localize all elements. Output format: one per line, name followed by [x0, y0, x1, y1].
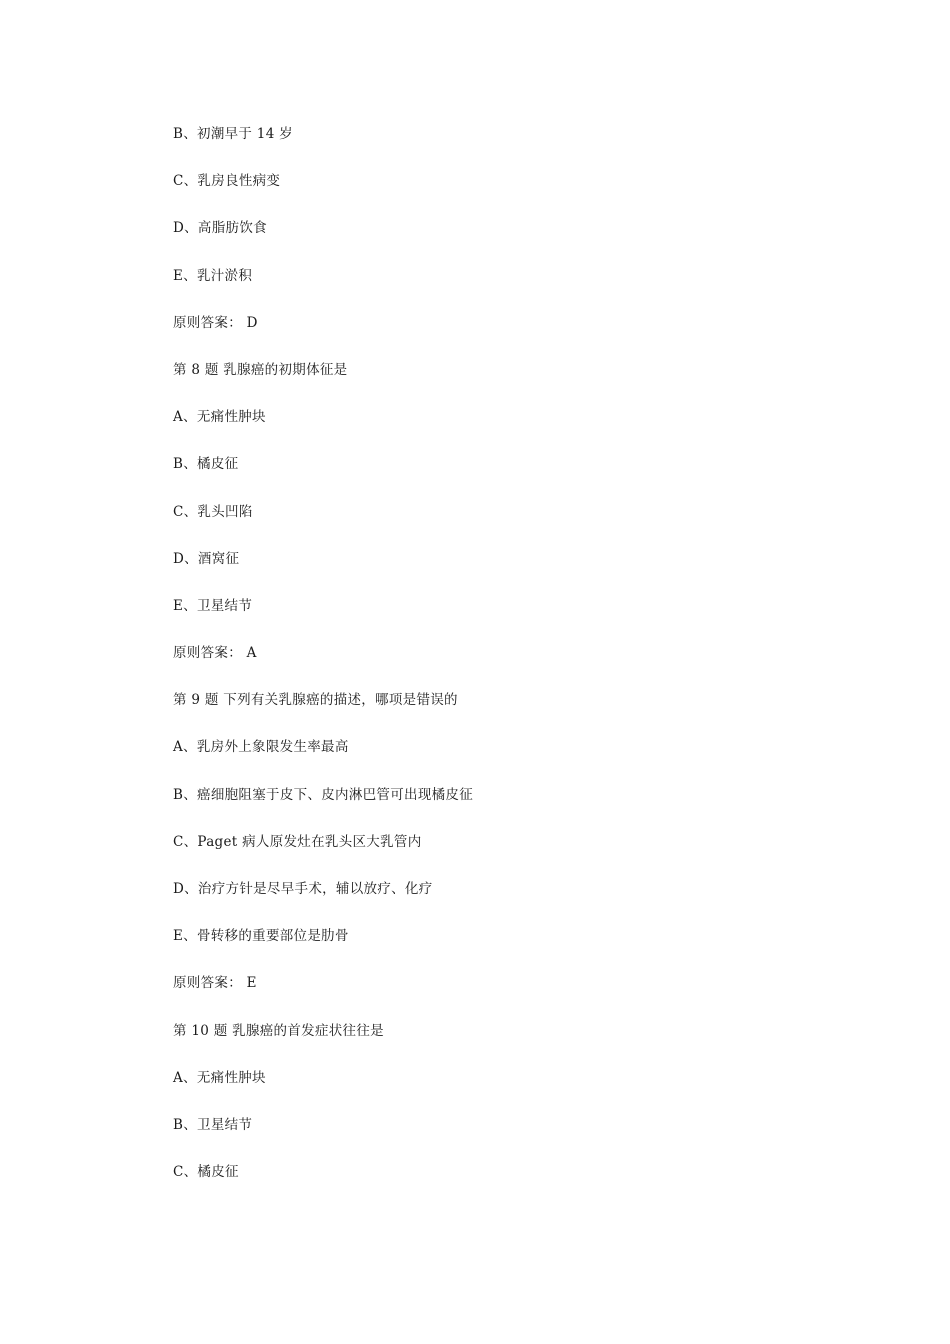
question-8: 第 8 题 乳腺癌的初期体征是 [173, 361, 348, 378]
option-b-q9: B、癌细胞阻塞于皮下、皮内淋巴管可出现橘皮征 [173, 786, 474, 803]
option-e-q9: E、骨转移的重要部位是肋骨 [173, 928, 349, 945]
option-a-q9: A、乳房外上象限发生率最高 [173, 739, 349, 756]
option-a-q10: A、无痛性肿块 [173, 1069, 266, 1086]
option-c-q8: C、乳头凹陷 [173, 503, 253, 520]
option-d-q7: D、高脂肪饮食 [173, 220, 267, 237]
document-body [173, 124, 873, 1209]
answer-q7: 原则答案： D [173, 314, 258, 331]
option-c-q9: C、Paget 病人原发灶在乳头区大乳管内 [173, 833, 422, 850]
option-a-q8: A、无痛性肿块 [173, 409, 266, 426]
option-c-q10: C、橘皮征 [173, 1164, 239, 1181]
option-b-q8: B、橘皮征 [173, 456, 239, 473]
answer-q9: 原则答案： E [173, 975, 257, 992]
answer-q8: 原则答案： A [173, 645, 257, 662]
option-d-q8: D、酒窝征 [173, 550, 240, 567]
option-e-q7: E、乳汁淤积 [173, 267, 253, 284]
option-e-q8: E、卫星结节 [173, 597, 253, 614]
question-10: 第 10 题 乳腺癌的首发症状往往是 [173, 1022, 384, 1039]
option-b-q7: B、初潮早于 14 岁 [173, 126, 293, 142]
question-9: 第 9 题 下列有关乳腺癌的描述，哪项是错误的 [173, 692, 458, 709]
option-b-q10: B、卫星结节 [173, 1116, 253, 1133]
option-c-q7: C、乳房良性病变 [173, 173, 281, 190]
option-d-q9: D、治疗方针是尽早手术，辅以放疗、化疗 [173, 881, 433, 897]
